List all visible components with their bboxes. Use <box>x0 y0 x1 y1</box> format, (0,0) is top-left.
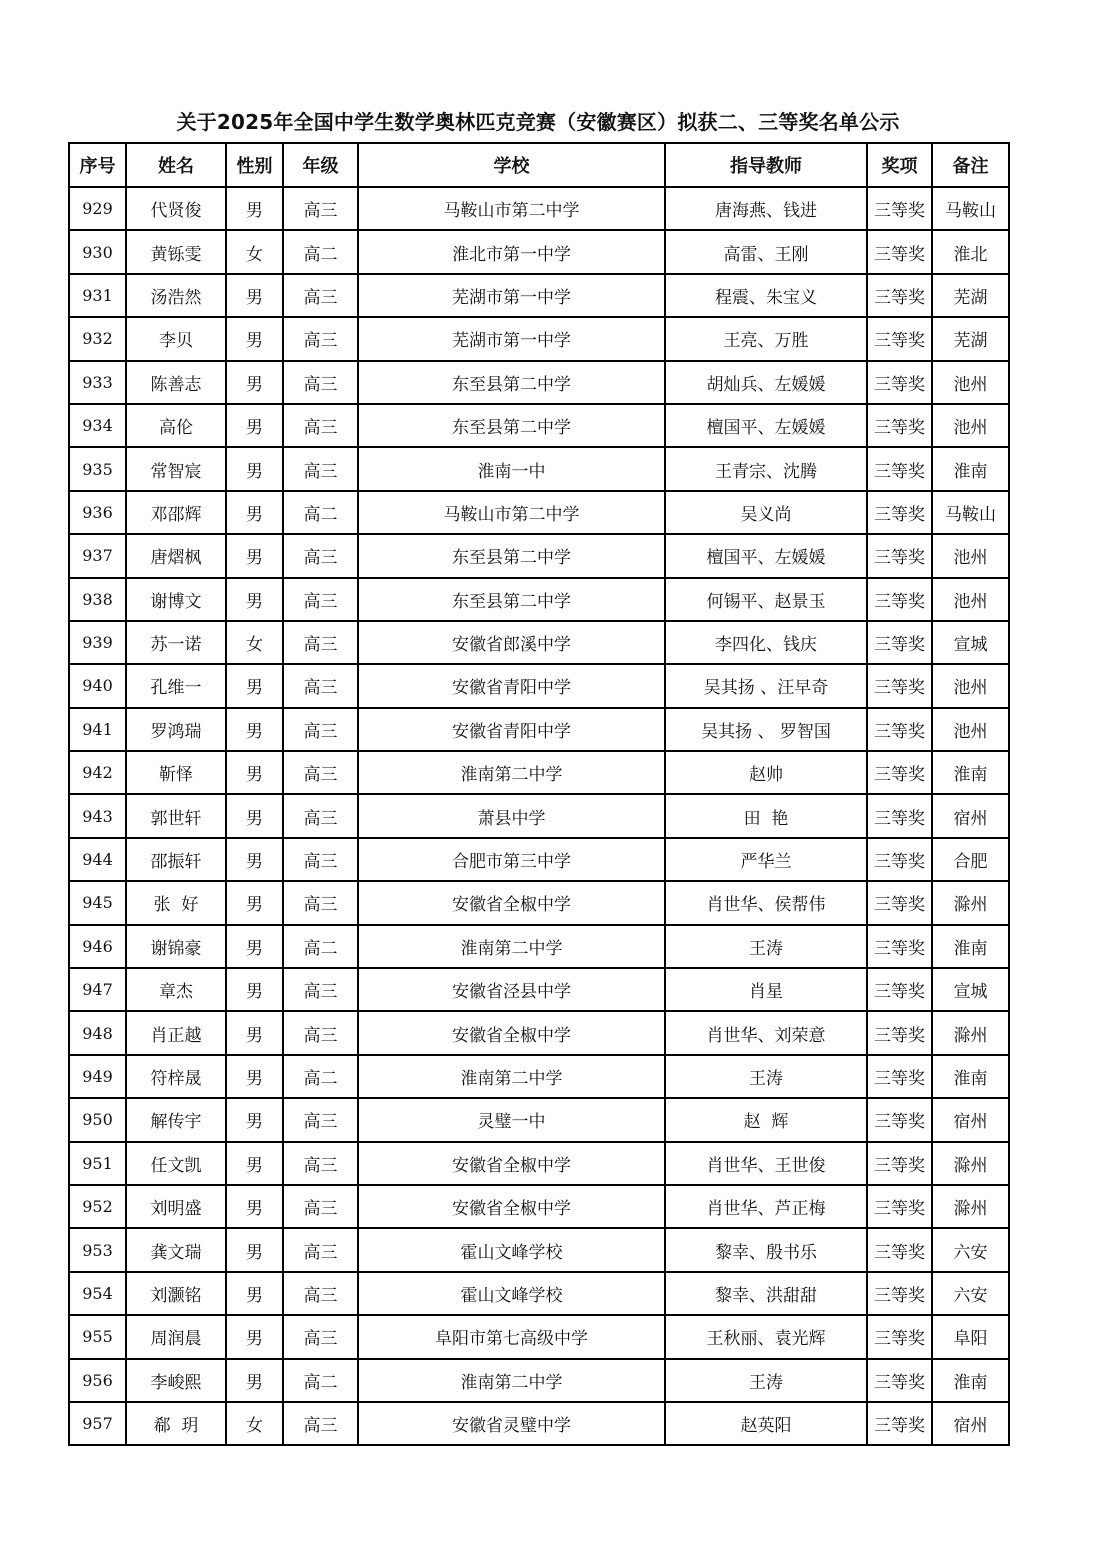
cell-name: 黄铄雯 <box>126 230 226 273</box>
cell-award: 三等奖 <box>867 1272 932 1315</box>
cell-gender: 男 <box>226 1185 283 1228</box>
cell-grade: 高三 <box>283 664 358 707</box>
cell-gender: 男 <box>226 664 283 707</box>
table-row <box>69 794 1009 837</box>
cell-index: 941 <box>69 708 126 751</box>
header-award: 奖项 <box>867 143 932 187</box>
cell-teacher: 肖世华、侯帮伟 <box>665 881 867 924</box>
cell-gender: 男 <box>226 1011 283 1054</box>
cell-note: 宣城 <box>932 968 1009 1011</box>
cell-grade: 高三 <box>283 1315 358 1358</box>
cell-gender: 男 <box>226 491 283 534</box>
cell-teacher: 王亮、万胜 <box>665 317 867 360</box>
cell-note: 宣城 <box>932 621 1009 664</box>
cell-index: 931 <box>69 274 126 317</box>
table-row <box>69 1185 1009 1228</box>
cell-grade: 高二 <box>283 491 358 534</box>
cell-gender: 男 <box>226 404 283 447</box>
cell-grade: 高三 <box>283 794 358 837</box>
cell-name: 章杰 <box>126 968 226 1011</box>
header-note: 备注 <box>932 143 1009 187</box>
cell-teacher: 檀国平、左媛媛 <box>665 534 867 577</box>
table-row <box>69 1142 1009 1185</box>
cell-gender: 男 <box>226 794 283 837</box>
cell-teacher: 吴其扬 、 罗智国 <box>665 708 867 751</box>
cell-index: 933 <box>69 361 126 404</box>
cell-note: 滁州 <box>932 1142 1009 1185</box>
cell-gender: 男 <box>226 534 283 577</box>
cell-award: 三等奖 <box>867 751 932 794</box>
table-row <box>69 708 1009 751</box>
cell-note: 阜阳 <box>932 1315 1009 1358</box>
cell-school: 东至县第二中学 <box>358 361 665 404</box>
cell-gender: 女 <box>226 621 283 664</box>
cell-name: 汤浩然 <box>126 274 226 317</box>
cell-teacher: 何锡平、赵景玉 <box>665 578 867 621</box>
cell-school: 淮南第二中学 <box>358 925 665 968</box>
cell-award: 三等奖 <box>867 1228 932 1271</box>
cell-index: 947 <box>69 968 126 1011</box>
cell-award: 三等奖 <box>867 534 932 577</box>
cell-grade: 高三 <box>283 838 358 881</box>
cell-award: 三等奖 <box>867 1142 932 1185</box>
cell-gender: 男 <box>226 1228 283 1271</box>
cell-name: 肖正越 <box>126 1011 226 1054</box>
cell-teacher: 程震、朱宝义 <box>665 274 867 317</box>
cell-teacher: 赵 辉 <box>665 1098 867 1141</box>
cell-award: 三等奖 <box>867 1315 932 1358</box>
table-row <box>69 1055 1009 1098</box>
cell-note: 宿州 <box>932 794 1009 837</box>
cell-note: 池州 <box>932 404 1009 447</box>
cell-note: 淮南 <box>932 1359 1009 1402</box>
cell-teacher: 赵帅 <box>665 751 867 794</box>
cell-grade: 高三 <box>283 578 358 621</box>
cell-note: 淮南 <box>932 447 1009 490</box>
header-gender: 性别 <box>226 143 283 187</box>
cell-award: 三等奖 <box>867 925 932 968</box>
table-row <box>69 1315 1009 1358</box>
cell-name: 孔维一 <box>126 664 226 707</box>
cell-award: 三等奖 <box>867 1055 932 1098</box>
cell-gender: 男 <box>226 1055 283 1098</box>
cell-gender: 男 <box>226 1359 283 1402</box>
cell-award: 三等奖 <box>867 708 932 751</box>
cell-index: 950 <box>69 1098 126 1141</box>
cell-name: 代贤俊 <box>126 187 226 230</box>
cell-name: 邓邵辉 <box>126 491 226 534</box>
cell-name: 解传宇 <box>126 1098 226 1141</box>
cell-grade: 高三 <box>283 317 358 360</box>
cell-award: 三等奖 <box>867 1359 932 1402</box>
cell-index: 955 <box>69 1315 126 1358</box>
cell-index: 930 <box>69 230 126 273</box>
cell-school: 安徽省泾县中学 <box>358 968 665 1011</box>
cell-note: 池州 <box>932 664 1009 707</box>
cell-name: 唐熠枫 <box>126 534 226 577</box>
cell-index: 956 <box>69 1359 126 1402</box>
cell-school: 合肥市第三中学 <box>358 838 665 881</box>
cell-name: 罗鸿瑞 <box>126 708 226 751</box>
table-row <box>69 664 1009 707</box>
cell-award: 三等奖 <box>867 317 932 360</box>
cell-award: 三等奖 <box>867 187 932 230</box>
cell-school: 马鞍山市第二中学 <box>358 491 665 534</box>
table-row <box>69 404 1009 447</box>
cell-award: 三等奖 <box>867 794 932 837</box>
cell-gender: 男 <box>226 708 283 751</box>
cell-gender: 男 <box>226 1142 283 1185</box>
cell-teacher: 王涛 <box>665 925 867 968</box>
cell-teacher: 胡灿兵、左媛媛 <box>665 361 867 404</box>
cell-name: 李峻熙 <box>126 1359 226 1402</box>
cell-name: 刘明盛 <box>126 1185 226 1228</box>
cell-teacher: 肖世华、刘荣意 <box>665 1011 867 1054</box>
cell-grade: 高三 <box>283 187 358 230</box>
cell-school: 安徽省全椒中学 <box>358 1011 665 1054</box>
cell-gender: 男 <box>226 187 283 230</box>
cell-gender: 男 <box>226 1272 283 1315</box>
cell-name: 郗 玥 <box>126 1402 226 1445</box>
header-school: 学校 <box>358 143 665 187</box>
cell-teacher: 赵英阳 <box>665 1402 867 1445</box>
cell-index: 954 <box>69 1272 126 1315</box>
cell-grade: 高三 <box>283 361 358 404</box>
cell-gender: 男 <box>226 751 283 794</box>
cell-teacher: 严华兰 <box>665 838 867 881</box>
cell-school: 萧县中学 <box>358 794 665 837</box>
cell-teacher: 黎幸、殷书乐 <box>665 1228 867 1271</box>
cell-grade: 高三 <box>283 621 358 664</box>
table-row <box>69 621 1009 664</box>
cell-index: 932 <box>69 317 126 360</box>
cell-name: 谢博文 <box>126 578 226 621</box>
table-row <box>69 881 1009 924</box>
cell-grade: 高三 <box>283 1228 358 1271</box>
table-row <box>69 1272 1009 1315</box>
cell-school: 东至县第二中学 <box>358 534 665 577</box>
cell-school: 淮南第二中学 <box>358 1055 665 1098</box>
cell-teacher: 黎幸、洪甜甜 <box>665 1272 867 1315</box>
cell-note: 滁州 <box>932 1185 1009 1228</box>
cell-name: 周润晨 <box>126 1315 226 1358</box>
header-grade: 年级 <box>283 143 358 187</box>
cell-school: 芜湖市第一中学 <box>358 274 665 317</box>
cell-note: 六安 <box>932 1272 1009 1315</box>
cell-grade: 高三 <box>283 1098 358 1141</box>
cell-gender: 男 <box>226 317 283 360</box>
cell-note: 马鞍山 <box>932 491 1009 534</box>
cell-teacher: 吴其扬 、汪早奇 <box>665 664 867 707</box>
cell-gender: 男 <box>226 881 283 924</box>
table-body <box>69 187 1009 1445</box>
cell-index: 945 <box>69 881 126 924</box>
table-row <box>69 230 1009 273</box>
cell-grade: 高二 <box>283 230 358 273</box>
cell-teacher: 王涛 <box>665 1359 867 1402</box>
cell-name: 苏一诺 <box>126 621 226 664</box>
cell-gender: 男 <box>226 925 283 968</box>
cell-index: 951 <box>69 1142 126 1185</box>
cell-note: 淮南 <box>932 1055 1009 1098</box>
cell-name: 李贝 <box>126 317 226 360</box>
cell-name: 谢锦豪 <box>126 925 226 968</box>
cell-name: 刘灏铭 <box>126 1272 226 1315</box>
cell-award: 三等奖 <box>867 1011 932 1054</box>
cell-grade: 高三 <box>283 881 358 924</box>
cell-name: 邵振轩 <box>126 838 226 881</box>
cell-award: 三等奖 <box>867 404 932 447</box>
cell-award: 三等奖 <box>867 1185 932 1228</box>
cell-teacher: 肖世华、芦正梅 <box>665 1185 867 1228</box>
cell-index: 948 <box>69 1011 126 1054</box>
table-row <box>69 838 1009 881</box>
cell-school: 安徽省灵璧中学 <box>358 1402 665 1445</box>
header-index: 序号 <box>69 143 126 187</box>
table-row <box>69 187 1009 230</box>
cell-index: 935 <box>69 447 126 490</box>
cell-name: 高伦 <box>126 404 226 447</box>
header-teacher: 指导教师 <box>665 143 867 187</box>
cell-school: 芜湖市第一中学 <box>358 317 665 360</box>
table-row <box>69 1402 1009 1445</box>
cell-index: 929 <box>69 187 126 230</box>
cell-grade: 高三 <box>283 708 358 751</box>
cell-index: 952 <box>69 1185 126 1228</box>
cell-award: 三等奖 <box>867 1402 932 1445</box>
cell-school: 安徽省青阳中学 <box>358 664 665 707</box>
table-row <box>69 491 1009 534</box>
cell-index: 936 <box>69 491 126 534</box>
cell-grade: 高二 <box>283 925 358 968</box>
cell-award: 三等奖 <box>867 491 932 534</box>
cell-award: 三等奖 <box>867 578 932 621</box>
cell-index: 944 <box>69 838 126 881</box>
cell-grade: 高三 <box>283 1142 358 1185</box>
cell-school: 马鞍山市第二中学 <box>358 187 665 230</box>
cell-gender: 男 <box>226 838 283 881</box>
cell-award: 三等奖 <box>867 1098 932 1141</box>
cell-note: 宿州 <box>932 1402 1009 1445</box>
cell-gender: 男 <box>226 1315 283 1358</box>
table-row <box>69 361 1009 404</box>
cell-grade: 高三 <box>283 1272 358 1315</box>
cell-grade: 高二 <box>283 1359 358 1402</box>
cell-award: 三等奖 <box>867 881 932 924</box>
cell-teacher: 肖世华、王世俊 <box>665 1142 867 1185</box>
cell-index: 940 <box>69 664 126 707</box>
cell-grade: 高三 <box>283 751 358 794</box>
cell-note: 池州 <box>932 708 1009 751</box>
cell-grade: 高三 <box>283 1402 358 1445</box>
cell-school: 安徽省郎溪中学 <box>358 621 665 664</box>
cell-name: 郭世轩 <box>126 794 226 837</box>
cell-school: 东至县第二中学 <box>358 404 665 447</box>
table-row <box>69 925 1009 968</box>
cell-note: 池州 <box>932 361 1009 404</box>
cell-teacher: 肖星 <box>665 968 867 1011</box>
cell-school: 淮南一中 <box>358 447 665 490</box>
cell-award: 三等奖 <box>867 968 932 1011</box>
cell-teacher: 王青宗、沈腾 <box>665 447 867 490</box>
cell-grade: 高三 <box>283 1011 358 1054</box>
cell-grade: 高三 <box>283 447 358 490</box>
cell-school: 淮南第二中学 <box>358 1359 665 1402</box>
cell-school: 安徽省全椒中学 <box>358 881 665 924</box>
cell-award: 三等奖 <box>867 361 932 404</box>
cell-index: 942 <box>69 751 126 794</box>
table-row <box>69 968 1009 1011</box>
table-row <box>69 751 1009 794</box>
cell-index: 934 <box>69 404 126 447</box>
cell-gender: 女 <box>226 230 283 273</box>
table-row <box>69 1011 1009 1054</box>
cell-school: 安徽省全椒中学 <box>358 1185 665 1228</box>
cell-index: 949 <box>69 1055 126 1098</box>
cell-name: 任文凯 <box>126 1142 226 1185</box>
cell-gender: 男 <box>226 578 283 621</box>
cell-teacher: 李四化、钱庆 <box>665 621 867 664</box>
cell-award: 三等奖 <box>867 274 932 317</box>
cell-note: 六安 <box>932 1228 1009 1271</box>
cell-note: 池州 <box>932 534 1009 577</box>
cell-teacher: 高雷、王刚 <box>665 230 867 273</box>
cell-note: 宿州 <box>932 1098 1009 1141</box>
cell-award: 三等奖 <box>867 447 932 490</box>
table-row <box>69 1098 1009 1141</box>
cell-grade: 高三 <box>283 274 358 317</box>
cell-note: 合肥 <box>932 838 1009 881</box>
cell-name: 常智宸 <box>126 447 226 490</box>
cell-note: 池州 <box>932 578 1009 621</box>
table-row <box>69 1228 1009 1271</box>
award-table <box>68 142 1010 1446</box>
cell-gender: 男 <box>226 447 283 490</box>
cell-gender: 男 <box>226 361 283 404</box>
cell-award: 三等奖 <box>867 621 932 664</box>
cell-name: 符梓晟 <box>126 1055 226 1098</box>
cell-school: 霍山文峰学校 <box>358 1228 665 1271</box>
cell-index: 943 <box>69 794 126 837</box>
cell-index: 953 <box>69 1228 126 1271</box>
cell-school: 灵璧一中 <box>358 1098 665 1141</box>
cell-school: 阜阳市第七高级中学 <box>358 1315 665 1358</box>
page-title: 关于2025年全国中学生数学奥林匹克竞赛（安徽赛区）拟获二、三等奖名单公示 <box>176 110 900 134</box>
cell-award: 三等奖 <box>867 838 932 881</box>
cell-school: 霍山文峰学校 <box>358 1272 665 1315</box>
cell-index: 946 <box>69 925 126 968</box>
cell-teacher: 檀国平、左媛媛 <box>665 404 867 447</box>
cell-index: 937 <box>69 534 126 577</box>
cell-grade: 高三 <box>283 404 358 447</box>
cell-school: 安徽省青阳中学 <box>358 708 665 751</box>
cell-index: 957 <box>69 1402 126 1445</box>
cell-school: 安徽省全椒中学 <box>358 1142 665 1185</box>
cell-teacher: 田 艳 <box>665 794 867 837</box>
cell-name: 陈善志 <box>126 361 226 404</box>
cell-note: 淮南 <box>932 925 1009 968</box>
table-row <box>69 317 1009 360</box>
cell-gender: 男 <box>226 274 283 317</box>
cell-name: 张 好 <box>126 881 226 924</box>
cell-note: 滁州 <box>932 881 1009 924</box>
header-name: 姓名 <box>126 143 226 187</box>
cell-note: 滁州 <box>932 1011 1009 1054</box>
cell-index: 938 <box>69 578 126 621</box>
cell-school: 东至县第二中学 <box>358 578 665 621</box>
cell-note: 芜湖 <box>932 317 1009 360</box>
cell-name: 龚文瑞 <box>126 1228 226 1271</box>
cell-note: 马鞍山 <box>932 187 1009 230</box>
cell-award: 三等奖 <box>867 664 932 707</box>
table-row <box>69 274 1009 317</box>
table-row <box>69 1359 1009 1402</box>
table-row <box>69 447 1009 490</box>
cell-school: 淮南第二中学 <box>358 751 665 794</box>
cell-teacher: 王涛 <box>665 1055 867 1098</box>
cell-teacher: 吴义尚 <box>665 491 867 534</box>
cell-gender: 女 <box>226 1402 283 1445</box>
cell-name: 靳怿 <box>126 751 226 794</box>
table-row <box>69 578 1009 621</box>
table-header-row <box>69 143 1009 187</box>
cell-grade: 高三 <box>283 968 358 1011</box>
cell-teacher: 唐海燕、钱进 <box>665 187 867 230</box>
cell-grade: 高二 <box>283 1055 358 1098</box>
cell-gender: 男 <box>226 968 283 1011</box>
cell-note: 芜湖 <box>932 274 1009 317</box>
cell-index: 939 <box>69 621 126 664</box>
cell-award: 三等奖 <box>867 230 932 273</box>
cell-note: 淮南 <box>932 751 1009 794</box>
cell-gender: 男 <box>226 1098 283 1141</box>
cell-grade: 高三 <box>283 1185 358 1228</box>
cell-note: 淮北 <box>932 230 1009 273</box>
cell-grade: 高三 <box>283 534 358 577</box>
cell-teacher: 王秋丽、袁光辉 <box>665 1315 867 1358</box>
table-row <box>69 534 1009 577</box>
cell-school: 淮北市第一中学 <box>358 230 665 273</box>
